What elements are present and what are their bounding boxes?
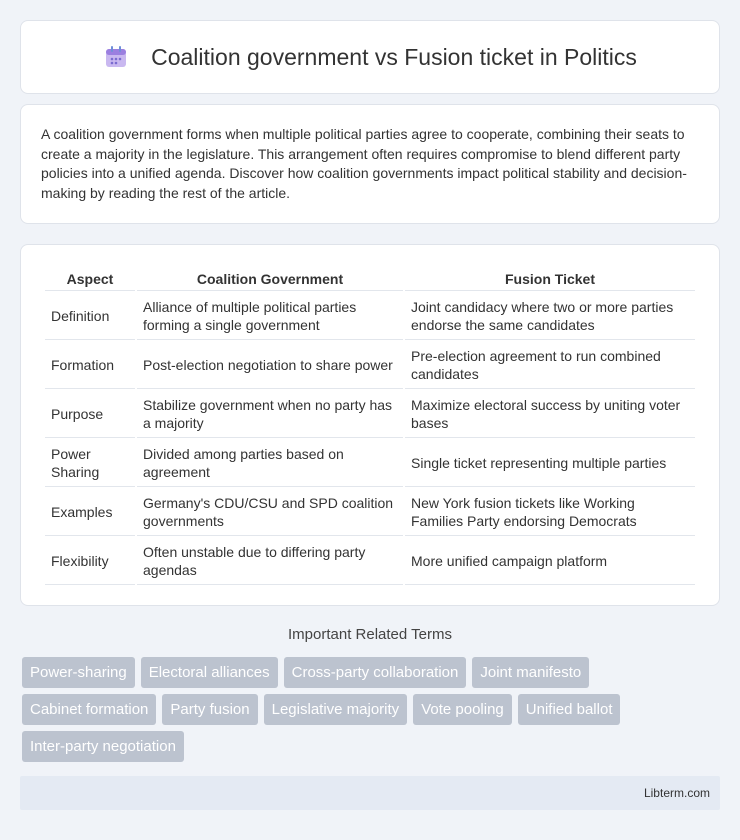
related-term-tag[interactable]: Cabinet formation [22, 694, 156, 725]
coalition-cell: Germany's CDU/CSU and SPD coalition governments [137, 489, 403, 536]
aspect-cell: Examples [45, 489, 135, 536]
related-term-tag[interactable]: Cross-party collaboration [284, 657, 467, 688]
column-header: Fusion Ticket [405, 267, 695, 291]
related-term-tag[interactable]: Inter-party negotiation [22, 731, 184, 762]
related-term-tag[interactable]: Electoral alliances [141, 657, 278, 688]
related-term-tag[interactable]: Power-sharing [22, 657, 135, 688]
table-row [45, 489, 695, 536]
intro-text: A coalition government forms when multiple political parties agree to cooperate, combining their seats to create a majority in the legislature. This arrangement often requires compromise to blend different party policies into a unified agenda. Discover how coalition governments impact political stability and decision-making by reading the rest of the article. [41, 126, 687, 201]
fusion-cell: New York fusion tickets like Working Families Party endorsing Democrats [405, 489, 695, 536]
header-card [20, 20, 720, 94]
table-row [45, 440, 695, 487]
related-term-tag[interactable]: Legislative majority [264, 694, 408, 725]
fusion-cell: Maximize electoral success by uniting voter bases [405, 391, 695, 438]
page-title: Coalition government vs Fusion ticket in Politics [151, 43, 637, 70]
aspect-cell: Purpose [45, 391, 135, 438]
coalition-cell: Post-election negotiation to share power [137, 342, 403, 389]
related-terms-list [22, 657, 722, 768]
coalition-cell: Divided among parties based on agreement [137, 440, 403, 487]
related-term-tag[interactable]: Vote pooling [413, 694, 512, 725]
table-header-row [45, 267, 695, 291]
column-header: Aspect [45, 267, 135, 291]
related-term-tag[interactable]: Party fusion [162, 694, 257, 725]
footer [20, 776, 720, 810]
column-header: Coalition Government [137, 267, 403, 291]
related-terms-title: Important Related Terms [288, 626, 452, 643]
coalition-cell: Stabilize government when no party has a majority [137, 391, 403, 438]
footer-site-link[interactable]: Libterm.com [643, 786, 710, 800]
aspect-cell: Power Sharing [45, 440, 135, 487]
related-term-tag[interactable]: Unified ballot [518, 694, 621, 725]
comparison-card [20, 244, 720, 606]
fusion-cell: Joint candidacy where two or more parties endorse the same candidates [405, 293, 695, 340]
fusion-cell: Pre-election agreement to run combined candidates [405, 342, 695, 389]
table-row [45, 391, 695, 438]
related-term-tag[interactable]: Joint manifesto [472, 657, 589, 688]
intro-card [20, 104, 720, 224]
aspect-cell: Formation [45, 342, 135, 389]
fusion-cell: More unified campaign platform [405, 538, 695, 585]
coalition-cell: Often unstable due to differing party agendas [137, 538, 403, 585]
aspect-cell: Flexibility [45, 538, 135, 585]
calendar-icon [103, 44, 129, 70]
coalition-cell: Alliance of multiple political parties forming a single government [137, 293, 403, 340]
table-row [45, 342, 695, 389]
table-row [45, 538, 695, 585]
fusion-cell: Single ticket representing multiple parties [405, 440, 695, 487]
comparison-table [43, 265, 697, 587]
table-row [45, 293, 695, 340]
aspect-cell: Definition [45, 293, 135, 340]
